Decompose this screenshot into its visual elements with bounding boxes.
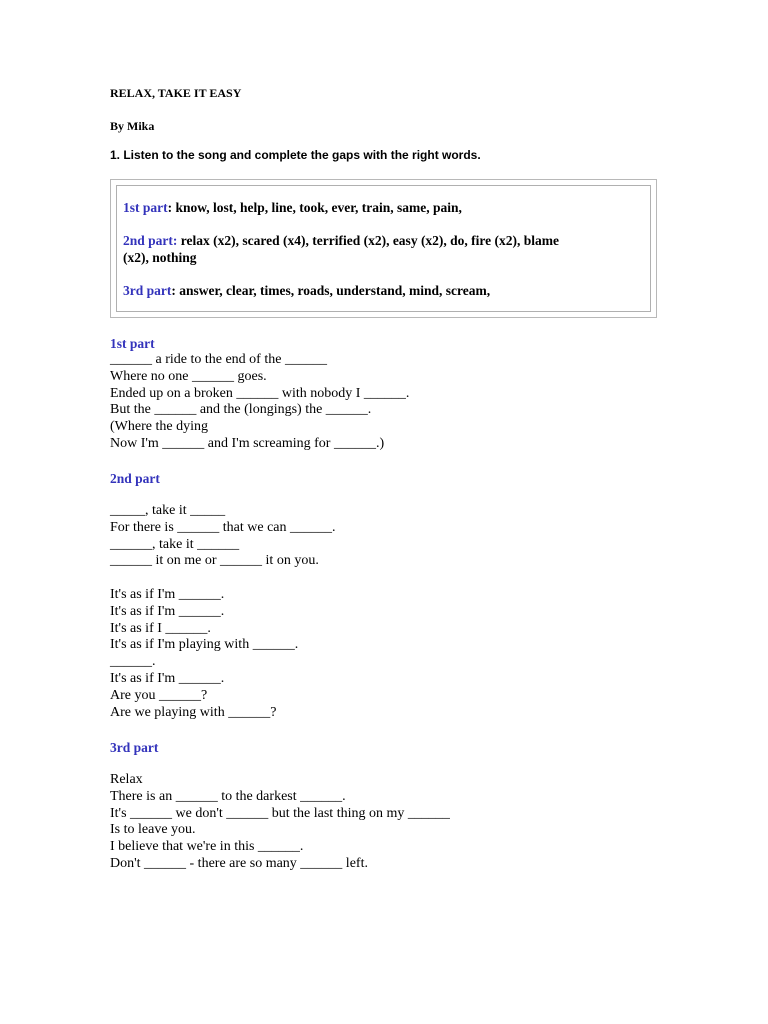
document-author: By Mika (110, 119, 155, 133)
word-box-part3 (123, 282, 644, 299)
lyric-line: Are we playing with ______? (110, 704, 277, 720)
lyric-line: ______. (110, 654, 156, 670)
word-box-part1 (123, 199, 644, 216)
lyric-line: It's as if I ______. (110, 620, 211, 636)
lyric-line: ______ a ride to the end of the ______ (110, 352, 327, 367)
lyric-line: _____, take it _____ (110, 503, 226, 518)
lyric-line: It's as if I'm ______. (110, 670, 225, 686)
word-box-part2-words-cont: (x2), nothing (123, 250, 197, 265)
lyric-line: Relax (110, 772, 143, 787)
lyric-line: Are you ______? (110, 687, 208, 703)
lyric-line: It's as if I'm ______. (110, 587, 225, 602)
word-box-part3-words: : answer, clear, times, roads, understand, mind, scream, (171, 283, 491, 298)
lyric-line: Is to leave you. (110, 822, 196, 838)
lyric-line: ______ it on me or ______ it on you. (110, 553, 319, 569)
lyric-line: Don't ______ - there are so many ______ left. (110, 855, 368, 871)
word-box (116, 185, 651, 312)
part2-heading: 2nd part (110, 471, 160, 486)
lyric-line: For there is ______ that we can ______. (110, 519, 336, 535)
word-box-part2 (123, 232, 644, 266)
word-box-part2-words: relax (x2), scared (x4), terrified (x2), easy (x2), do, fire (x2), blame (177, 233, 560, 248)
lyric-line: It's as if I'm ______. (110, 603, 225, 619)
word-box-part2-label: 2nd part: (123, 233, 178, 248)
exercise-instruction: 1. Listen to the song and complete the gaps with the right words. (110, 148, 481, 162)
lyric-line: (Where the dying (110, 419, 208, 435)
word-box-part1-words: : know, lost, help, line, took, ever, train, same, pain, (167, 200, 462, 215)
lyric-line: ______, take it ______ (110, 536, 240, 552)
lyric-line: It's as if I'm playing with ______. (110, 637, 299, 653)
part2-lyrics-verse (110, 503, 336, 570)
lyric-line: It's ______ we don't ______ but the last thing on my ______ (110, 805, 450, 821)
part3-lyrics (110, 772, 450, 873)
lyric-line: Now I'm ______ and I'm screaming for ______.) (110, 435, 385, 451)
lyric-line: But the ______ and the (longings) the ______. (110, 402, 372, 418)
lyric-line: I believe that we're in this ______. (110, 839, 304, 855)
lyric-line: Ended up on a broken ______ with nobody I ______. (110, 385, 410, 401)
part1-lyrics (110, 352, 409, 453)
part3-heading: 3rd part (110, 740, 159, 755)
word-box-part1-label: 1st part (123, 200, 168, 215)
lyric-line: Where no one ______ goes. (110, 368, 267, 384)
part2-lyrics-chorus (110, 587, 298, 721)
part1-heading: 1st part (110, 336, 155, 351)
lyric-line: There is an ______ to the darkest ______. (110, 788, 346, 804)
word-box-part3-label: 3rd part (123, 283, 172, 298)
document-title: RELAX, TAKE IT EASY (110, 86, 242, 100)
